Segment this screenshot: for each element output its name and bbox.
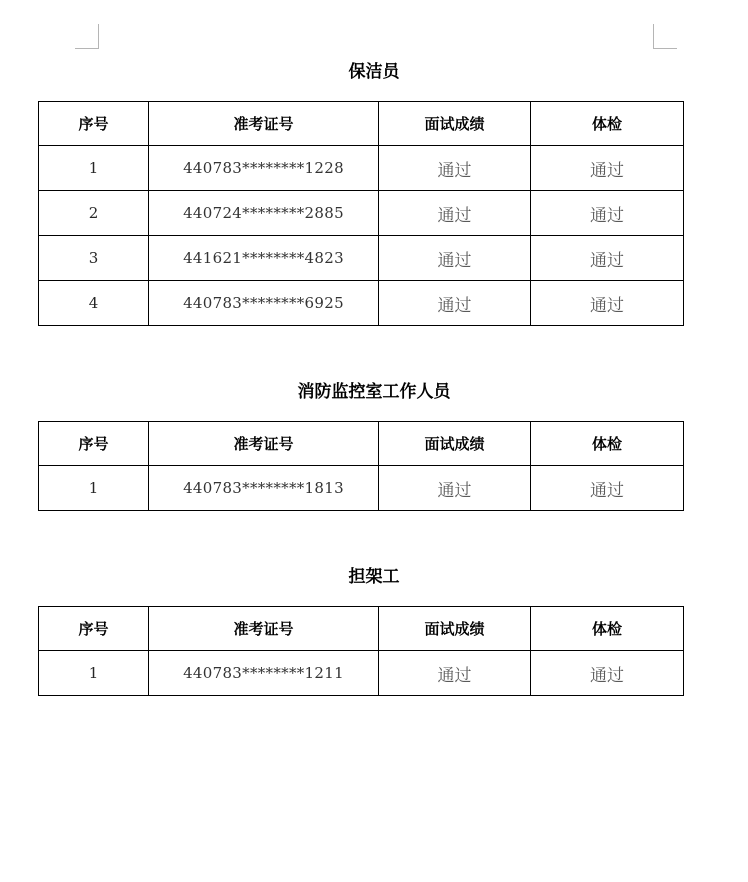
table-section	[0, 383, 748, 511]
table-title: 消防监控室工作人员	[297, 382, 451, 401]
cell-serial-number: 3	[39, 236, 149, 281]
cell-physical-result: 通过	[531, 146, 684, 191]
table-title: 保洁员	[348, 62, 400, 81]
cell-physical-result: 通过	[531, 236, 684, 281]
cell-interview-result: 通过	[379, 146, 531, 191]
cell-physical-result: 通过	[531, 281, 684, 326]
cell-interview-result: 通过	[379, 236, 531, 281]
header-col-interview-result: 面试成绩	[379, 422, 531, 466]
table-row	[39, 466, 684, 511]
header-col-admission-number: 准考证号	[149, 102, 379, 146]
table-row	[39, 191, 684, 236]
cell-serial-number: 4	[39, 281, 149, 326]
table-header-row	[39, 422, 684, 466]
cell-serial-number: 2	[39, 191, 149, 236]
header-col-physical-exam: 体检	[531, 607, 684, 651]
header-col-index: 序号	[39, 607, 149, 651]
cell-admission-number: 440783********1813	[149, 466, 379, 511]
cell-interview-result: 通过	[379, 651, 531, 696]
cell-interview-result: 通过	[379, 191, 531, 236]
cell-physical-result: 通过	[531, 651, 684, 696]
cell-physical-result: 通过	[531, 466, 684, 511]
cell-admission-number: 440724********2885	[149, 191, 379, 236]
header-col-admission-number: 准考证号	[149, 422, 379, 466]
cell-physical-result: 通过	[531, 191, 684, 236]
cell-serial-number: 1	[39, 466, 149, 511]
data-table	[38, 421, 684, 511]
cell-serial-number: 1	[39, 146, 149, 191]
table-row	[39, 281, 684, 326]
cell-admission-number: 440783********6925	[149, 281, 379, 326]
cell-admission-number: 440783********1228	[149, 146, 379, 191]
table-row	[39, 236, 684, 281]
table-row	[39, 146, 684, 191]
table-title: 担架工	[348, 567, 400, 586]
cell-interview-result: 通过	[379, 466, 531, 511]
table-row	[39, 651, 684, 696]
table-section	[0, 63, 748, 326]
header-col-interview-result: 面试成绩	[379, 607, 531, 651]
header-col-physical-exam: 体检	[531, 102, 684, 146]
data-table	[38, 101, 684, 326]
cell-interview-result: 通过	[379, 281, 531, 326]
header-col-physical-exam: 体检	[531, 422, 684, 466]
cell-admission-number: 440783********1211	[149, 651, 379, 696]
header-col-index: 序号	[39, 102, 149, 146]
header-col-index: 序号	[39, 422, 149, 466]
table-header-row	[39, 102, 684, 146]
data-table	[38, 606, 684, 696]
cell-admission-number: 441621********4823	[149, 236, 379, 281]
table-section	[0, 568, 748, 696]
header-col-interview-result: 面试成绩	[379, 102, 531, 146]
cell-serial-number: 1	[39, 651, 149, 696]
header-col-admission-number: 准考证号	[149, 607, 379, 651]
table-header-row	[39, 607, 684, 651]
